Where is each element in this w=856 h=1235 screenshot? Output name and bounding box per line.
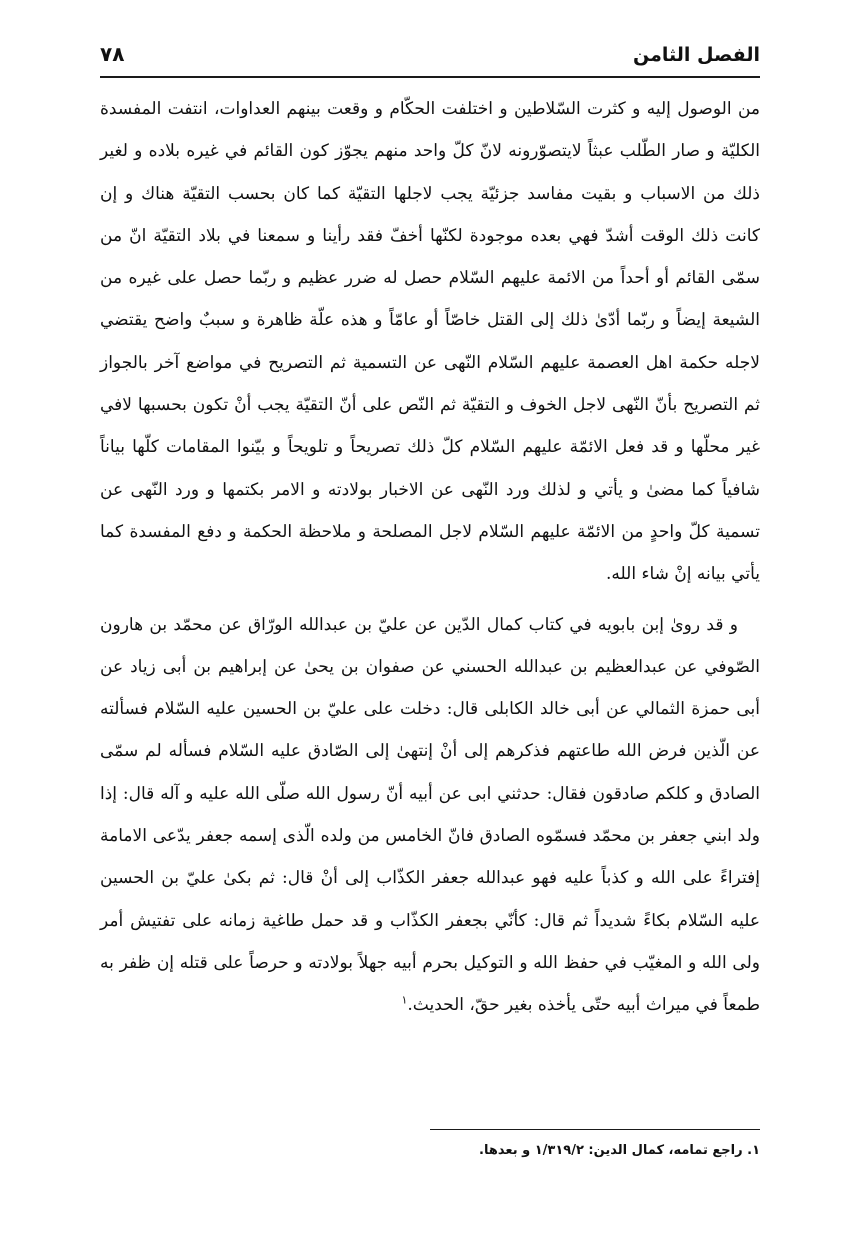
paragraph-1 [100, 88, 760, 596]
footnote-divider [430, 1129, 760, 1130]
paragraph-1-text: من الوصول إليه و كثرت السّلاطين و اختلفت الحكّام و وقعت بينهم العداوات، انتفت المفسدة الكليّة و صار الطّلب عبثاً لايتصوّرونه لانّ كلّ واحد منهم يجوّز كون القائم في غيره بلاده و لغير ذلك من الاسباب و بقيت مفاسد جزئيّة يجب لاجلها التقيّة كما كان بحسب التقيّة هناك و إن كانت ذلك الوقت أشدّ فهي بعده موجودة لكنّها أخفّ فقد رأينا و سمعنا في بلاد التقيّة انّ من سمّى القائم أو أحداً من الائمة عليهم السّلام حصل له ضرر عظيم و ربّما حصل على غيره من الشيعة إيضاً و ربّما أدّىٰ ذلك إلى القتل خاصّاً أو عامّاً و هذه علّة ظاهرة و سببٌ واضح يقتضي لاجله حكمة اهل العصمة عليهم السّلام النّهى عن التسمية ثم التصريح في مواضع آخر بالجواز ثم التصريح بأنّ النّهى لاجل الخوف و التقيّة ثم النّص على أنّ التقيّة يجب أنْ تكون بحسبها لافي غير محلّها و قد فعل الائمّة عليهم السّلام كلّ ذلك تصريحاً و تلويحاً و بيّنوا المقامات كلّها بياناً شافياً كما مضىٰ و يأتي و لذلك ورد النّهى عن الاخبار بولادته و الامر بكتمها و ورد النّهى عن تسمية كلّ واحدٍ من الائمّة عليهم السّلام لاجل المصلحة و ملاحظة الحكمة و دفع المفسدة كما يأتي بيانه إنْ شاء الله. [100, 99, 760, 585]
paragraph-2 [100, 604, 760, 1027]
chapter-title: الفصل الثامن [632, 44, 760, 66]
page-number: ٧٨ [100, 42, 125, 66]
body-text [100, 88, 760, 1027]
paragraph-2-text: و قد روىٰ إبن بابويه في كتاب كمال الدّين عن عليّ بن عبدالله الورّاق عن محمّد بن هارون الصّوفي عن عبدالعظيم بن عبدالله الحسني عن صفوان بن يحىٰ عن إبراهيم بن أبى زياد عن أبى حمزة الثمالي عن أبى خالد الكابلى قال: دخلت على عليّ بن الحسين عليه السّلام فسألته عن الّذين فرض الله طاعتهم فذكرهم إلى أنْ إنتهىٰ إلى الصّادق عليه السّلام فسأله لم سمّى الصادق و كلكم صادقون فقال: حدثني ابى عن أبيه أنّ رسول الله صلّى الله عليه و آله قال: إذا ولد ابني جعفر بن محمّد فسمّوه الصادق فانّ الخامس من ولده الّذى إسمه جعفر يدّعى الامامة إفتراءً على الله و كذباً عليه فهو عبدالله جعفر الكذّاب إلى أنْ قال: ثم بكىٰ عليّ بن الحسين عليه السّلام بكاءً شديداً ثم قال: كأنّي بجعفر الكذّاب و قد حمل طاغية زمانه على تفتيش أمر ولى الله و المغيّب في حفظ الله و التوكيل بحرم أبيه جهلاً بولادته و حرصاً على قتله إن ظفر به طمعاً في ميراث أبيه حتّى يأخذه بغير حقّ، الحديث. [100, 614, 760, 1016]
page-header [100, 40, 760, 78]
footnote-marker[interactable]: ١ [401, 993, 408, 1007]
footnote [100, 1140, 760, 1162]
footnote-text: ١. راجع تمامه، كمال الدين: ١/٣١٩/٢ و بعدها. [479, 1143, 760, 1158]
